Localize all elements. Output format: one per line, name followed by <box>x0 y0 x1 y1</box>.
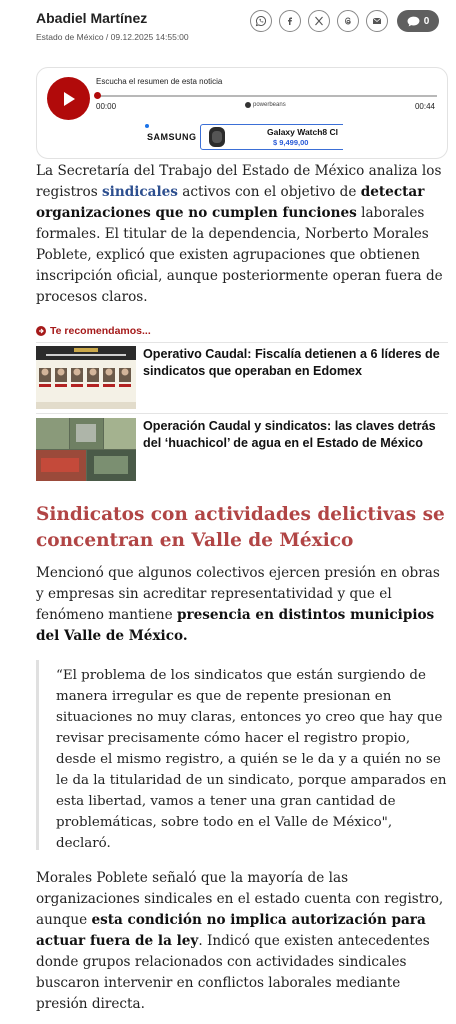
quote-text: “El problema de los sindicatos que están surgiendo de manera irregular es que de repente presionan en situaciones no muy claras, entonces yo creo que hay que revisar precisamente cómo hacer el registro propio, desde el mismo registro, a quién se le da y a quién no se le da la titularidad de un sindicato, porque amparados en esta libertad, vamos a tener una gran cantidad de problemáticas, sobre todo en el Valle de México", declaró. <box>56 668 447 851</box>
powerbeans-logo <box>245 102 286 108</box>
bold-text: detectar organizaciones que no cumplen funciones <box>36 184 425 221</box>
email-icon <box>371 15 383 27</box>
bold-text: esta condición no implica autorización para actuar fuera de la ley <box>36 912 426 949</box>
play-button[interactable] <box>47 77 90 120</box>
share-bar <box>250 10 439 32</box>
email-share-button[interactable] <box>366 10 388 32</box>
recommendation-title[interactable]: Operación Caudal y sindicatos: las claves detrás del ‘huachicol’ de agua en el Estado de México <box>143 419 436 450</box>
recommendations-header <box>36 325 151 337</box>
comments-button[interactable] <box>397 10 439 32</box>
ad-product-card[interactable] <box>200 124 343 150</box>
progress-knob[interactable] <box>94 92 101 99</box>
text-span: La Secretaría del Trabajo del Estado de México analiza los registros <box>36 163 442 200</box>
whatsapp-share-button[interactable] <box>250 10 272 32</box>
comment-icon <box>407 16 420 27</box>
recommendation-thumbnail[interactable] <box>36 418 136 481</box>
time-elapsed: 00:00 <box>96 102 117 111</box>
ad-price: $ 9,499,00 <box>273 138 309 147</box>
bold-text: presencia en distintos municipios del Valle de México. <box>36 607 435 644</box>
threads-icon <box>342 15 354 27</box>
section-heading: Sindicatos con actividades delictivas se concentran en Valle de México <box>36 504 445 551</box>
play-icon <box>62 91 76 107</box>
ad-banner[interactable] <box>143 122 343 152</box>
article-paragraph-1 <box>36 161 450 308</box>
recommendation-thumbnail[interactable] <box>36 346 136 409</box>
recommendation-item[interactable] <box>36 418 450 482</box>
whatsapp-icon <box>255 15 267 27</box>
sindicales-link[interactable]: sindicales <box>102 184 178 200</box>
arrow-right-circle-icon <box>36 326 46 336</box>
player-title: Escucha el resumen de esta noticia <box>96 77 223 86</box>
facebook-share-button[interactable] <box>279 10 301 32</box>
threads-share-button[interactable] <box>337 10 359 32</box>
recommendation-item[interactable] <box>36 346 450 410</box>
ad-product-name: Galaxy Watch8 Cl <box>267 127 339 137</box>
author-name[interactable]: Abadiel Martínez <box>36 10 148 26</box>
article-paragraph-3 <box>36 868 450 1015</box>
divider <box>36 413 448 414</box>
powerbeans-label: powerbeans <box>253 102 286 108</box>
time-total: 00:44 <box>414 102 435 111</box>
text-span: . Indicó que existen antecedentes donde grupos relacionados con actividades sindicales buscaron intervenir en conflictos laborales mediante presión directa. <box>36 933 430 1012</box>
watch-image <box>209 127 225 147</box>
ad-indicator-icon <box>145 124 149 128</box>
article-header <box>36 10 448 46</box>
powerbeans-icon <box>245 102 251 108</box>
audio-player <box>36 67 448 159</box>
x-icon <box>313 15 325 27</box>
text-span: Morales Poblete señaló que la mayoría de las organizaciones sindicales en el estado cuenta con registro, aunque <box>36 870 444 928</box>
comments-count: 0 <box>423 15 430 27</box>
x-share-button[interactable] <box>308 10 330 32</box>
recommendation-title[interactable]: Operativo Caudal: Fiscalía detienen a 6 líderes de sindicatos que operaban en Edomex <box>143 347 440 378</box>
divider <box>36 342 448 343</box>
facebook-icon <box>284 15 296 27</box>
text-span: activos con el objetivo de <box>177 184 361 200</box>
article-paragraph-2 <box>36 563 450 647</box>
blockquote <box>36 660 450 850</box>
article-meta: Estado de México / 09.12.2025 14:55:00 <box>36 32 189 42</box>
progress-track[interactable] <box>96 95 437 97</box>
recommendations-label: Te recomendamos... <box>50 325 151 337</box>
ad-brand: SAMSUNG <box>147 132 197 142</box>
text-span: Mencionó que algunos colectivos ejercen presión en obras y empresas sin acreditar representatividad y que el fenómeno mantiene <box>36 565 440 623</box>
text-span: laborales formales. El titular de la dependencia, Norberto Morales Poblete, explicó que existen agrupaciones que obtienen inscripción oficial, aunque posteriormente operan fuera de procesos claros. <box>36 205 443 305</box>
